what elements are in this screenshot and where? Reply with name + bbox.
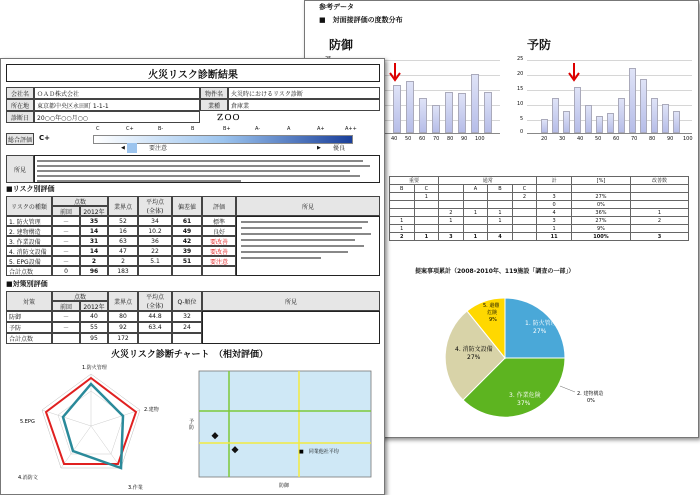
risk-quadrant-chart: [189, 365, 379, 491]
address-value: 東京都中央区永田町 1-1-1: [34, 99, 200, 111]
x-tick: 80: [447, 136, 454, 142]
histogram-bar: [471, 74, 479, 133]
improvement-count-table: 重要 通常 計 [%] 改善数 B C A B C 1 2 3 27% 0 0% 2 1 1 4 36% 1 1 1 1 3 27% 2 1 1 9% 2 1 3 1 4 11 100% 3: [389, 176, 689, 241]
table-cell: －: [52, 311, 80, 322]
x-tick: 60: [613, 136, 620, 142]
date-value: 20○○年○○月○○: [34, 111, 200, 123]
svg-text:予: 予: [189, 419, 195, 425]
histogram-bar: [432, 105, 440, 133]
property-name: 火災時におけるリスク診断: [228, 87, 380, 99]
table-row: 1 1 9%: [390, 225, 689, 233]
table-cell: 36: [138, 236, 172, 246]
table-cell: [52, 333, 80, 344]
table-cell: [172, 333, 202, 344]
right-arrow-icon: ▶: [317, 145, 321, 151]
property-label: 物件名: [200, 87, 228, 99]
table-cell: －: [52, 226, 80, 236]
table-row: 2 1 3 1 4 11 100% 3: [390, 233, 689, 241]
histogram-bar: [596, 116, 603, 133]
table-cell: 55: [80, 322, 108, 333]
table-cell: 183: [108, 266, 138, 276]
svg-text:9%: 9%: [489, 317, 497, 323]
table-header: 重要: [390, 177, 439, 185]
histogram-bar: [406, 81, 414, 133]
table-cell: 5.1: [138, 256, 172, 266]
reference-header: 参考データ: [319, 3, 354, 11]
table-cell: 47: [108, 246, 138, 256]
table-cell: 96: [80, 266, 108, 276]
company-name: ＯＡＤ株式会社: [34, 87, 200, 99]
histogram-bar: [618, 98, 625, 133]
histogram-bar: [585, 105, 592, 133]
svg-text:2.建物: 2.建物: [144, 407, 159, 413]
table-cell: [202, 266, 236, 276]
x-tick: 50: [405, 136, 412, 142]
risk-radar-chart: [16, 361, 176, 491]
risk-type-cell: 3. 作業設備: [6, 236, 52, 246]
table-cell: 95: [80, 333, 108, 344]
fire-risk-report-sheet: 火災リスク診断結果 会社名 ＯＡＤ株式会社 物件名 火災時におけるリスク診断 所在地 東京都中央区永田町 1-1-1 業種 倉庫業 診断日 20○○年○○月○○ ＺＯＯ 総合評価 C+ C C+ B- B B+ A- A A+ A++ ◀ 要注意 ▶ 優良 所見 ■リスク別評価 リスクの種類 点数 前回 2012年 業界点 平均点 (全体) 偏差値 評価 所見 1. 防火管理 － 35 52 34 61 標準 2. 建物構造 － 14 16 10.2 49 良好 3. 作業設備 － 31 63 36 42 要改善 4. 消防文設備 － 14 47 22 39 要改善 5. EPG設備 － 2 2 5.1 51 要注意 合計点数 0 96 183 ■対策別評価 対策 点数 前回 2012年 業界点 平均点 (全体) Q-順位 所見 防御 － 40 80 44.8 32 予防 － 55 92 63.4 24 合計点数 95 172 火災リスク診断チャート （相対評価） 1.防火管理 2.建物 3.作業 4.消防文 5.EPG ■ 同業他社平均 予 防 防御: [0, 58, 385, 495]
risk-section-title: ■リスク別評価: [6, 185, 55, 193]
table-cell: [138, 266, 172, 276]
y-tick: 15: [517, 86, 524, 92]
x-tick: 100: [683, 136, 693, 142]
histogram-bar: [662, 104, 669, 133]
table-cell: 要改善: [202, 246, 236, 256]
defense-chart-title: 防御: [329, 38, 354, 52]
table-cell: 40: [80, 311, 108, 322]
table-cell: 63.4: [138, 322, 172, 333]
table-cell: －: [52, 236, 80, 246]
table-cell: 52: [108, 216, 138, 226]
table-cell: 要注意: [202, 256, 236, 266]
x-tick: 40: [391, 136, 398, 142]
comment-body: [34, 155, 380, 183]
x-tick: 70: [433, 136, 440, 142]
measure-comments: [202, 311, 380, 344]
table-cell: －: [52, 216, 80, 226]
x-tick: 90: [461, 136, 468, 142]
code-value: ＺＯＯ: [216, 113, 240, 122]
table-cell: 24: [172, 322, 202, 333]
risk-comments: [236, 216, 380, 276]
quadrant-legend: ■ 同業他社平均: [299, 449, 339, 455]
svg-text:防: 防: [189, 425, 195, 431]
overall-grade: C+: [39, 134, 51, 142]
histogram-bar: [629, 68, 636, 133]
y-tick: 10: [517, 101, 524, 107]
table-cell: 63: [108, 236, 138, 246]
histogram-bar: [607, 113, 614, 133]
svg-text:4.消防文: 4.消防文: [18, 475, 38, 481]
pie-label-4: 4. 消防文設備: [455, 346, 493, 353]
table-header: 通常: [439, 177, 537, 185]
table-cell: 92: [108, 322, 138, 333]
table-header: [%]: [571, 177, 630, 185]
table-header: 計: [537, 177, 572, 185]
company-label: 会社名: [6, 87, 34, 99]
table-cell: [138, 333, 172, 344]
histogram-bar: [563, 111, 570, 133]
pie-label-5: 5. 避難: [483, 303, 500, 309]
table-cell: 2: [80, 256, 108, 266]
table-cell: 39: [172, 246, 202, 256]
industry-label: 業種: [200, 99, 228, 111]
table-cell: 80: [108, 311, 138, 322]
y-tick: 20: [517, 71, 524, 77]
histogram-bar: [552, 98, 559, 133]
x-tick: 70: [631, 136, 638, 142]
overall-label: 総合評価: [6, 133, 34, 145]
table-cell: 61: [172, 216, 202, 226]
distribution-section-title: ■ 対面接評価の度数分布: [319, 16, 403, 24]
histogram-bar: [393, 85, 401, 133]
address-label: 所在地: [6, 99, 34, 111]
histogram-bar: [574, 87, 581, 133]
table-cell: 172: [108, 333, 138, 344]
scale-right-label: 優良: [333, 145, 346, 152]
grade-marker: [127, 143, 137, 153]
table-cell: 14: [80, 246, 108, 256]
table-row: 1 2 3 27%: [390, 193, 689, 201]
table-cell: 14: [80, 226, 108, 236]
table-row: 1 1 1 3 27% 2: [390, 217, 689, 225]
red-arrow-icon: [389, 63, 401, 83]
x-tick: 90: [667, 136, 674, 142]
table-cell: 2: [108, 256, 138, 266]
y-tick: 5: [520, 116, 524, 122]
table-cell: 22: [138, 246, 172, 256]
histogram-bar: [640, 79, 647, 133]
table-cell: －: [52, 256, 80, 266]
risk-chart-title: 火災リスク診断チャート （相対評価）: [111, 350, 269, 360]
x-tick: 80: [649, 136, 656, 142]
pie-label-3: 3. 作業危険: [509, 392, 541, 399]
histogram-bar: [445, 92, 453, 133]
table-cell: 良好: [202, 226, 236, 236]
histogram-bar: [458, 93, 466, 133]
x-tick: 100: [475, 136, 485, 142]
histogram-bar: [673, 111, 680, 133]
risk-type-cell: 1. 防火管理: [6, 216, 52, 226]
svg-text:0%: 0%: [587, 398, 595, 404]
risk-type-cell: 4. 消防文設備: [6, 246, 52, 256]
x-tick: 50: [595, 136, 602, 142]
x-tick: 30: [559, 136, 566, 142]
table-cell: －: [52, 322, 80, 333]
table-row: 0 0%: [390, 201, 689, 209]
table-cell: 51: [172, 256, 202, 266]
x-tick: 20: [541, 136, 548, 142]
histogram-bar: [651, 98, 658, 133]
measure-type-cell: 防御: [6, 311, 52, 322]
svg-text:防御: 防御: [279, 483, 290, 489]
table-cell: 要改善: [202, 236, 236, 246]
histogram-bar: [484, 92, 492, 133]
risk-type-cell: 合計点数: [6, 266, 52, 276]
table-cell: 34: [138, 216, 172, 226]
measure-section-title: ■対策別評価: [6, 280, 48, 288]
table-cell: －: [52, 246, 80, 256]
y-tick: 0: [520, 129, 524, 135]
table-cell: 49: [172, 226, 202, 236]
svg-text:27%: 27%: [467, 354, 481, 361]
measure-type-cell: 合計点数: [6, 333, 52, 344]
svg-text:危険: 危険: [487, 310, 498, 316]
table-cell: 標準: [202, 216, 236, 226]
table-cell: 10.2: [138, 226, 172, 236]
histogram-bar: [541, 119, 548, 133]
table-cell: 32: [172, 311, 202, 322]
pie-label-2: 2. 建物構造: [577, 391, 604, 397]
table-row: 2 1 1 4 36% 1: [390, 209, 689, 217]
measure-type-cell: 予防: [6, 322, 52, 333]
proposal-pie-chart: [415, 283, 695, 433]
comment-label: 所見: [6, 155, 34, 183]
risk-type-cell: 2. 建物構造: [6, 226, 52, 236]
svg-text:3.作業: 3.作業: [128, 485, 143, 491]
report-title: 火災リスク診断結果: [148, 69, 238, 81]
risk-type-cell: 5. EPG設備: [6, 256, 52, 266]
histogram-bar: [419, 98, 427, 133]
table-cell: 44.8: [138, 311, 172, 322]
table-cell: [172, 266, 202, 276]
x-tick: 40: [577, 136, 584, 142]
pie-title: 提案事項累計（2008-2010年、119施設「調査の一部」）: [415, 268, 575, 275]
pie-label-1: 1. 防火管理: [525, 320, 557, 327]
scale-left-label: 要注意: [149, 145, 168, 152]
svg-text:37%: 37%: [517, 400, 531, 407]
table-cell: 31: [80, 236, 108, 246]
svg-text:27%: 27%: [533, 328, 547, 335]
table-cell: 16: [108, 226, 138, 236]
table-cell: 35: [80, 216, 108, 226]
y-tick: 25: [517, 56, 524, 62]
date-label: 診断日: [6, 111, 34, 123]
table-cell: 42: [172, 236, 202, 246]
svg-text:1.防火管理: 1.防火管理: [82, 365, 107, 371]
svg-text:5.EPG: 5.EPG: [20, 419, 35, 425]
left-arrow-icon: ◀: [121, 145, 125, 151]
industry-value: 倉庫業: [228, 99, 380, 111]
x-tick: 60: [419, 136, 426, 142]
red-arrow-icon: [568, 63, 580, 83]
table-cell: 0: [52, 266, 80, 276]
prevention-chart-title: 予防: [527, 38, 552, 52]
table-header: 改善数: [631, 177, 689, 185]
